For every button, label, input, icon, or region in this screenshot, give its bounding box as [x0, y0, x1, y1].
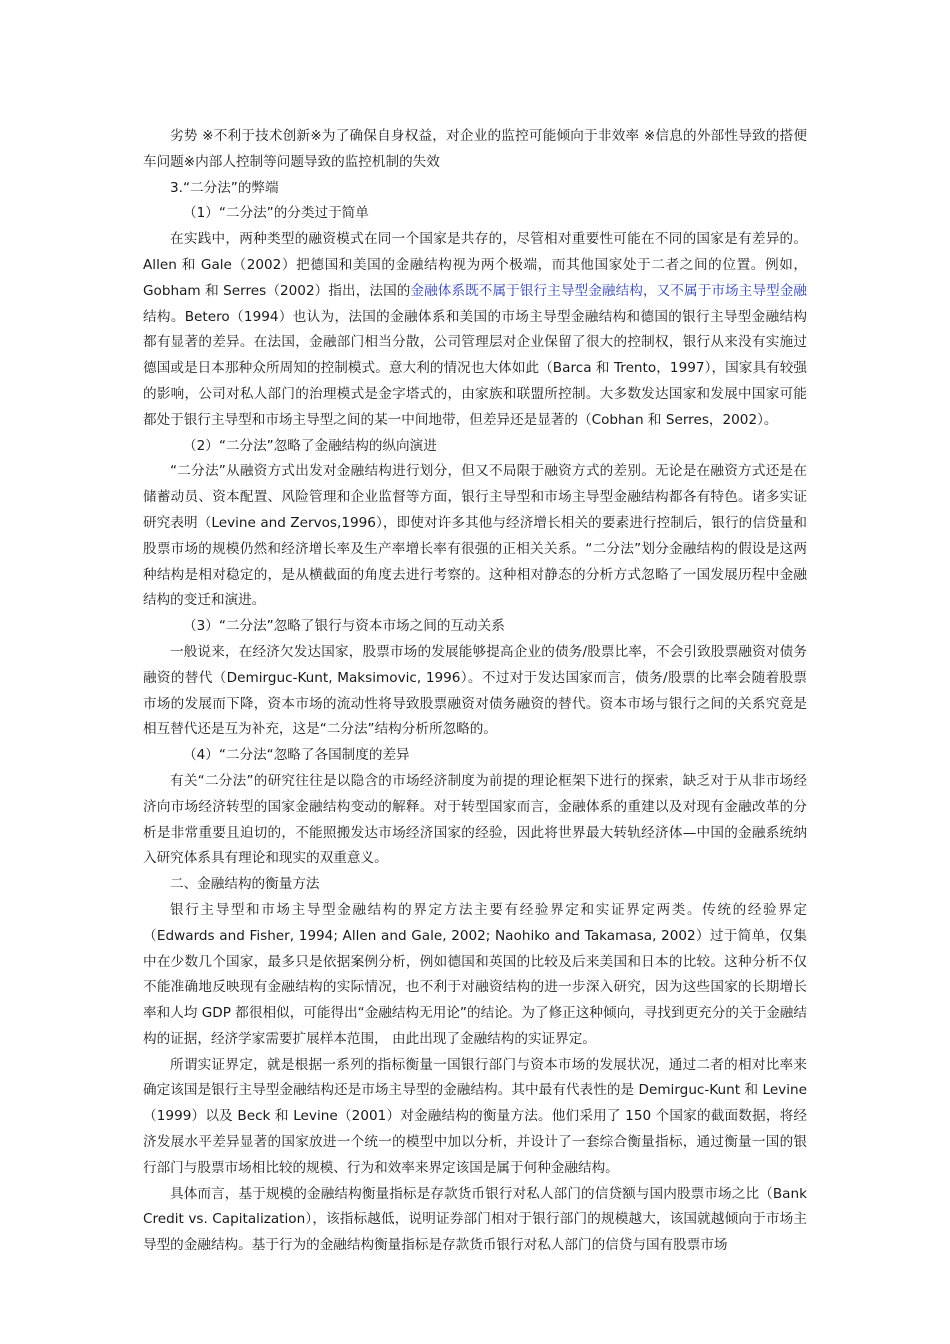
text-run: （3）“二分法”忽略了银行与资本市场之间的互动关系	[183, 618, 505, 635]
text-run: 所谓实证界定，就是根据一系列的指标衡量一国银行部门与资本市场的发展状况，通过二者的相对比率来确定该国是银行主导型金融结构还是市场主导型的金融结构。其中最有代表性的是 Demirguc-Kunt 和 Levine（1999）以及 Beck 和 Levine（2001）对金融结构的衡量方法。他们采用了 150 个国家的截面数据，将经济发展水平差异显著的国家放进一个统一的模型中加以分析，并设计了一套综合衡量指标，通过衡量一国的银行部门与股票市场相比较的规模、行为和效率来界定该国是属于何种金融结构。	[143, 1056, 807, 1176]
paragraph	[143, 769, 807, 872]
text-run: “二分法”从融资方式出发对金融结构进行划分，但又不局限于融资方式的差别。无论是在融资方式还是在储蓄动员、资本配置、风险管理和企业监督等方面，银行主导型和市场主导型金融结构都各有特色。诸多实证研究表明（Levine and Zervos,1996），即使对许多其他与经济增长相关的要素进行控制后，银行的信贷量和股票市场的规模仍然和经济增长率及生产率增长率有很强的正相关关系。“二分法”划分金融结构的假设是这两种结构是相对稳定的，是从横截面的角度去进行考察的。这种相对静态的分析方式忽略了一国发展历程中金融结构的变迁和演进。	[143, 463, 807, 609]
text-run: 有关“二分法”的研究往往是以隐含的市场经济制度为前提的理论框架下进行的探索，缺乏对于从非市场经济向市场经济转型的国家金融结构变动的解释。对于转型国家而言，金融体系的重建以及对现有金融改革的分析是非常重要且迫切的，不能照搬发达市场经济国家的经验，因此将世界最大转轨经济体—中国的金融系统纳入研究体系具有理论和现实的双重意义。	[143, 772, 807, 867]
paragraph	[143, 459, 807, 614]
subsection-heading	[143, 743, 807, 769]
subsection-heading	[143, 434, 807, 460]
document-body	[143, 124, 807, 1259]
text-run: 3.“二分法”的弊端	[170, 179, 279, 196]
text-run: 结构。Betero（1994）也认为，法国的金融体系和美国的市场主导型金融结构和德国的银行主导型金融结构都有显著的差异。在法国，金融部门相当分散，公司管理层对企业保留了很大的控制权，银行从来没有实施过德国或是日本那种众所周知的控制模式。意大利的情况也大体如此（Barca 和 Trento，1997），国家具有较强的影响，公司对私人部门的治理模式是金字塔式的，由家族和联盟所控制。大多数发达国家和发展中国家可能都处于银行主导型和市场主导型之间的某一中间地带，但差异还是显著的（Cobhan 和 Serres，2002）。	[143, 308, 807, 428]
paragraph	[143, 1182, 807, 1259]
paragraph	[143, 640, 807, 743]
hyperlink-text[interactable]: 金融体系既不属于银行主导型金融结构，又不属于市场主导型金融	[410, 282, 807, 299]
paragraph	[143, 898, 807, 1053]
text-run: 银行主导型和市场主导型金融结构的界定方法主要有经验界定和实证界定两类。传统的经验界定（Edwards and Fisher, 1994; Allen and Gale, 2002; Naohiko and Takamasa, 2002）过于简单，仅集中在少数几个国家，最多只是依据案例分析，例如德国和英国的比较及后来美国和日本的比较。这种分析不仅不能准确地反映现有金融结构的实际情况，也不利于对融资结构的进一步深入研究，因为这些国家的长期增长率和人均 GDP 都很相似，可能得出“金融结构无用论”的结论。为了修正这种倾向，寻找到更充分的关于金融结构的证据，经济学家需要扩展样本范围， 由此出现了金融结构的实证界定。	[143, 901, 807, 1047]
text-run: 在实践中，两种类型的融资模式在同一个国家是共存的，尽管相对重要性可能在不同的国家是有差异的。Allen 和 Gale（2002）把德国和美国的金融结构视为两个极端，而其他国家处于二者之间的位置。例如，Gobham 和 Serres（2002）指出，法国的	[143, 231, 807, 299]
text-run: 劣势 ※不利于技术创新※为了确保自身权益，对企业的监控可能倾向于非效率 ※信息的外部性导致的搭便车问题※内部人控制等问题导致的监控机制的失效	[143, 128, 807, 170]
text-run: 具体而言，基于规模的金融结构衡量指标是存款货币银行对私人部门的信贷额与国内股票市场之比（Bank Credit vs. Capitalization），该指标越低，说明证券部门相对于银行部门的规模越大，该国就越倾向于市场主导型的金融结构。基于行为的金融结构衡量指标是存款货币银行对私人部门的信贷与国有股票市场	[143, 1185, 807, 1254]
text-run: （1）“二分法”的分类过于简单	[183, 205, 369, 222]
paragraph	[143, 227, 807, 433]
subsection-heading	[143, 614, 807, 640]
section-heading	[143, 872, 807, 898]
text-run: 二、金融结构的衡量方法	[170, 876, 320, 893]
text-run: （4）“二分法“忽略了各国制度的差异	[183, 747, 410, 764]
text-run: （2）“二分法”忽略了金融结构的纵向演进	[183, 437, 437, 454]
paragraph-continued	[143, 124, 807, 176]
subsection-heading	[143, 201, 807, 227]
paragraph	[143, 1053, 807, 1182]
text-run: 一般说来，在经济欠发达国家，股票市场的发展能够提高企业的债务/股票比率，不会引致股票融资对债务融资的替代（Demirguc-Kunt, Maksimovic, 1996）。不过对于发达国家而言，债务/股票的比率会随着股票市场的发展而下降，资本市场的流动性将导致股票融资对债务融资的替代。资本市场与银行之间的关系究竟是相互替代还是互为补充，这是“二分法”结构分析所忽略的。	[143, 643, 808, 738]
section-heading	[143, 176, 807, 202]
